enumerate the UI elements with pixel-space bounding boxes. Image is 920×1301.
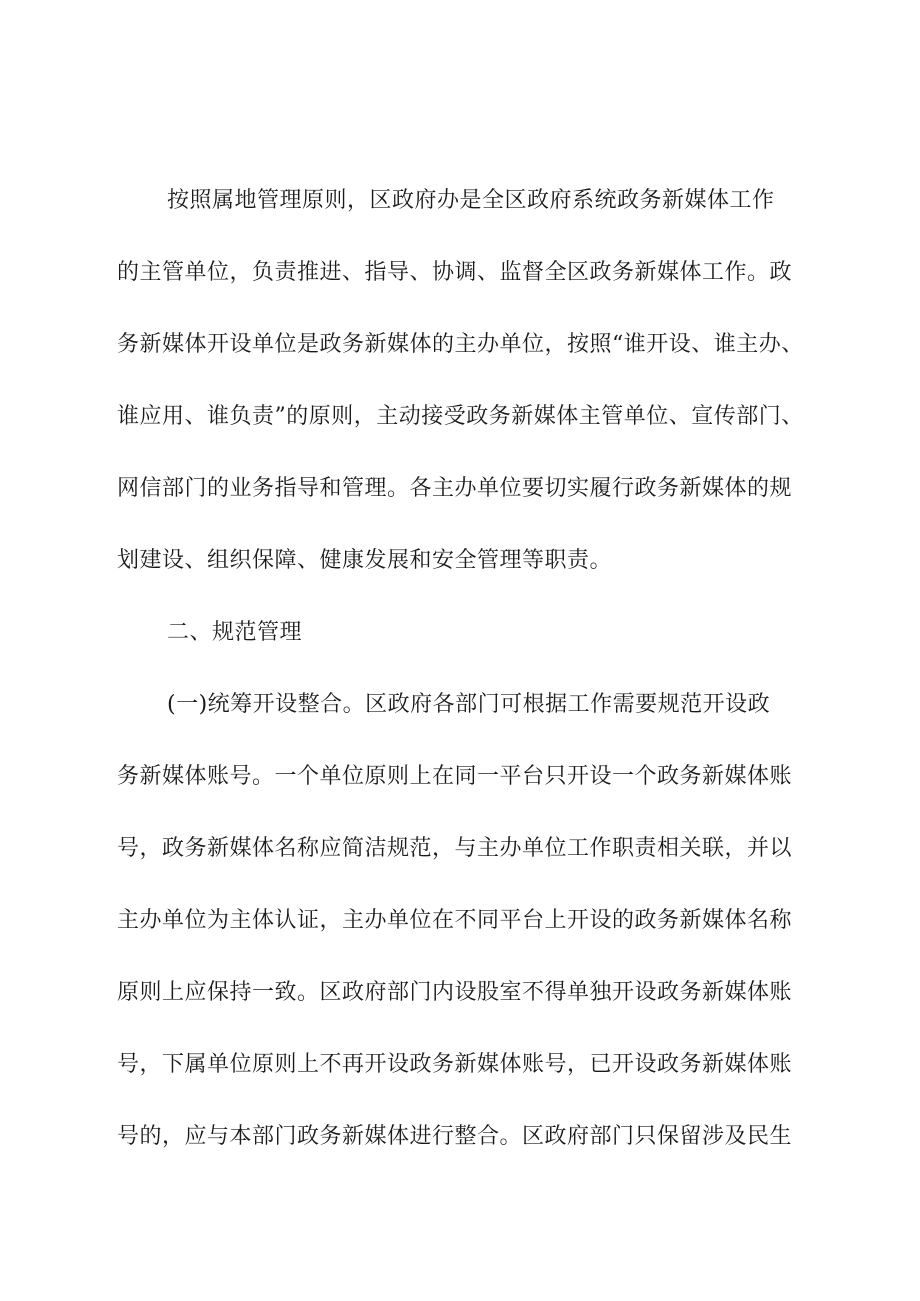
paragraph-line: 号，政务新媒体名称应简洁规范，与主办单位工作职责相关联，并以 bbox=[117, 836, 793, 861]
paragraph-line: 划建设、组织保障、健康发展和安全管理等职责。 bbox=[117, 548, 613, 573]
paragraph-line: 原则上应保持一致。区政府部门内设股室不得单独开设政务新媒体账 bbox=[117, 980, 793, 1005]
paragraph-line: (一)统筹开设整合。区政府各部门可根据工作需要规范开设政 bbox=[167, 692, 771, 717]
paragraph-line: 号，下属单位原则上不再开设政务新媒体账号，已开设政务新媒体账 bbox=[117, 1052, 793, 1077]
paragraph-line: 谁应用、谁负责”的原则，主动接受政务新媒体主管单位、宣传部门、 bbox=[117, 404, 804, 429]
paragraph-line: 主办单位为主体认证，主办单位在不同平台上开设的政务新媒体名称 bbox=[117, 908, 793, 933]
paragraph-line: 号的，应与本部门政务新媒体进行整合。区政府部门只保留涉及民生 bbox=[117, 1124, 793, 1149]
paragraph-line: 务新媒体开设单位是政务新媒体的主办单位，按照“谁开设、谁主办、 bbox=[117, 332, 804, 357]
section-heading: 二、规范管理 bbox=[167, 620, 303, 645]
paragraph-line: 按照属地管理原则，区政府办是全区政府系统政务新媒体工作 bbox=[167, 188, 775, 213]
paragraph-line: 的主管单位，负责推进、指导、协调、监督全区政务新媒体工作。政 bbox=[117, 260, 793, 285]
paragraph-line: 网信部门的业务指导和管理。各主办单位要切实履行政务新媒体的规 bbox=[117, 476, 793, 501]
paragraph-line: 务新媒体账号。一个单位原则上在同一平台只开设一个政务新媒体账 bbox=[117, 764, 793, 789]
